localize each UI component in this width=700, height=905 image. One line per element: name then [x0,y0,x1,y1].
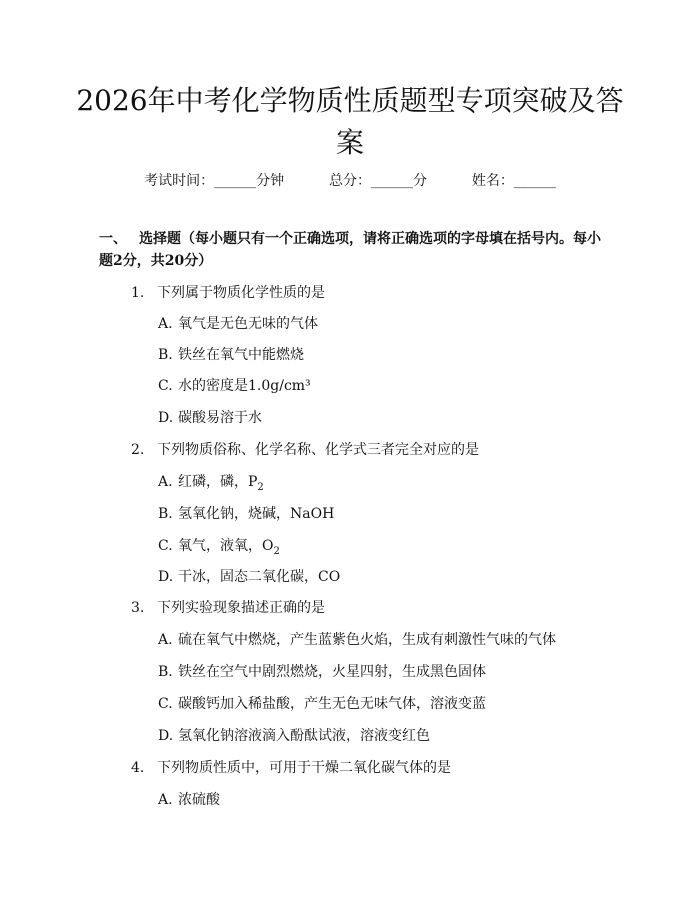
section-text: 选择题（每小题只有一个正确选项，请将正确选项的字母填在括号内。每小题2分，共20分） [99,231,601,269]
score-unit: 分 [413,173,427,189]
name-blank: ______ [513,173,556,189]
name-label: 姓名： [471,173,514,189]
question-2-option-c [158,536,280,562]
question-1-option-b [158,345,304,365]
option-letter: B. [158,506,173,522]
option-subscript: 2 [257,481,264,493]
score-blank: ______ [371,173,413,189]
option-text: 铁丝在空气中剧烈燃烧，火星四射，生成黑色固体 [178,664,486,680]
option-text: 碳酸钙加入稀盐酸，产生无色无味气体，溶液变蓝 [178,696,486,712]
option-letter: C. [158,378,173,394]
option-letter: A. [158,632,173,648]
option-letter: C. [158,538,173,554]
option-subscript: 2 [273,545,280,557]
option-letter: B. [158,664,173,680]
question-2-option-d [158,567,340,587]
time-blank: ______ [214,173,257,189]
question-3-option-a [158,630,556,650]
option-text: 氢氧化钠溶液滴入酚酞试液，溶液变红色 [178,728,430,744]
time-label: 考试时间： [144,173,215,189]
question-stem: 下列实验现象描述正确的是 [157,600,325,616]
option-text: 干冰，固态二氧化碳，CO [178,569,341,585]
page-title: 2026年中考化学物质性质题型专项突破及答案 [76,84,624,159]
question-4 [131,758,451,778]
option-letter: A. [158,474,173,490]
question-stem: 下列物质性质中，可用于干燥二氧化碳气体的是 [157,760,451,776]
section-heading [99,228,609,272]
question-3-option-b [158,662,486,682]
question-1-option-d [158,408,262,428]
option-text: 氧气是无色无味的气体 [178,316,318,332]
question-number: 1. [131,285,145,301]
question-1 [131,283,325,303]
option-text: 红磷，磷，P [178,474,258,490]
option-letter: D. [158,410,174,426]
question-stem: 下列属于物质化学性质的是 [157,285,325,301]
option-letter: A. [158,316,173,332]
option-letter: B. [158,347,173,363]
option-letter: D. [158,569,174,585]
question-4-option-a [158,790,220,810]
option-text: 氢氧化钠，烧碱，NaOH [178,506,335,522]
question-2-option-b [158,504,334,524]
score-label: 总分： [329,173,371,189]
option-text: 浓硫酸 [178,792,220,808]
option-text: 碳酸易溶于水 [178,410,262,426]
question-1-option-c [158,376,311,396]
question-number: 4. [131,760,145,776]
option-text: 硫在氧气中燃烧，产生蓝紫色火焰，生成有刺激性气味的气体 [178,632,556,648]
question-stem: 下列物质俗称、化学名称、化学式三者完全对应的是 [157,442,479,458]
section-number: 一、 [99,231,127,247]
question-3 [131,598,325,618]
option-letter: C. [158,696,173,712]
question-2-option-a [158,472,264,498]
question-1-option-a [158,314,318,334]
option-letter: D. [158,728,174,744]
question-3-option-c [158,694,486,714]
option-letter: A. [158,792,173,808]
option-text: 铁丝在氧气中能燃烧 [178,347,304,363]
question-3-option-d [158,726,430,746]
time-unit: 分钟 [256,173,285,189]
option-text: 氧气，液氧，O [178,538,274,554]
question-number: 3. [131,600,145,616]
question-number: 2. [131,442,145,458]
question-2 [131,440,479,460]
option-text: 水的密度是1.0g/cm³ [178,378,311,394]
exam-info-line [0,170,700,190]
